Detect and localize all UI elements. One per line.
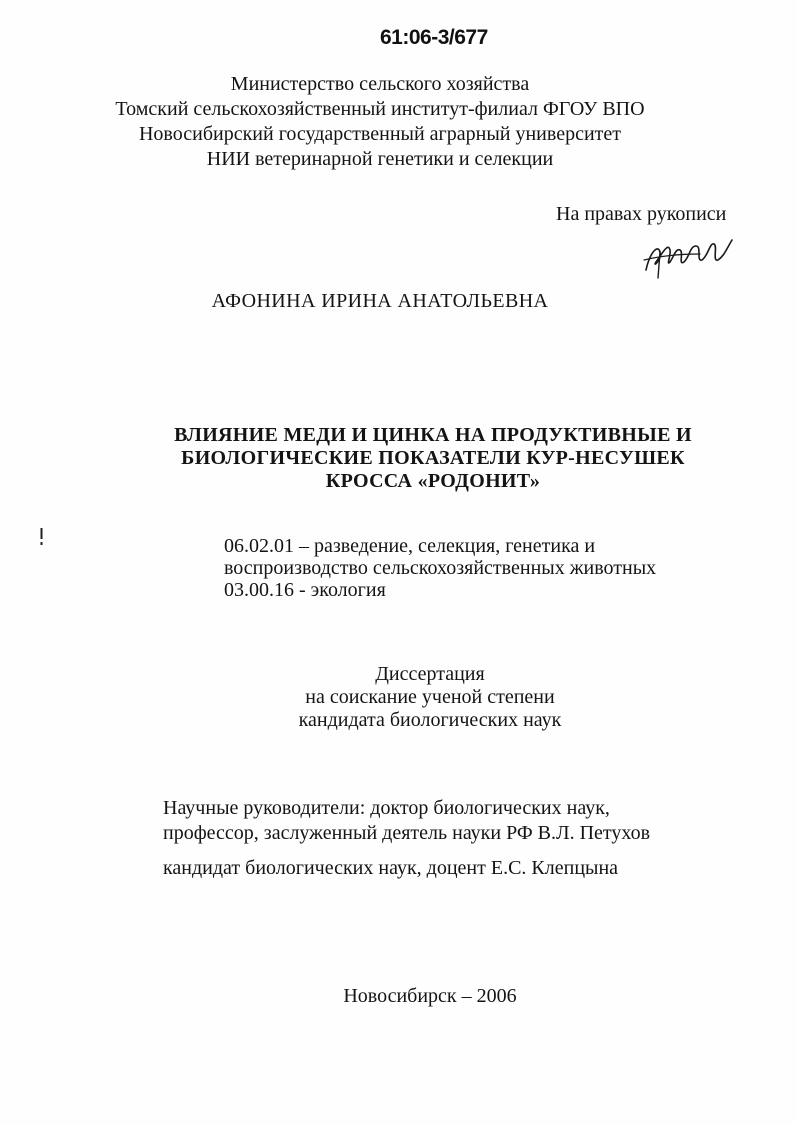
degree-line: Диссертация (375, 663, 485, 685)
institution-header (100, 72, 660, 172)
title-line: БИОЛОГИЧЕСКИЕ ПОКАЗАТЕЛИ КУР-НЕСУШЕК (181, 447, 685, 469)
rights-note: На правах рукописи (556, 203, 727, 225)
ministry-line: Министерство сельского хозяйства (230, 73, 530, 95)
archive-code: 61:06-3/677 (380, 26, 488, 49)
dissertation-title (100, 424, 766, 493)
specialty-codes (224, 535, 656, 601)
degree-line: кандидата биологических наук (298, 709, 562, 731)
supervisors-block (163, 796, 650, 881)
institute-line: Томский сельскохозяйственный институт-филиал ФГОУ ВПО (115, 98, 645, 120)
author-name: АФОНИНА ИРИНА АНАТОЛЬЕВНА (211, 290, 549, 312)
specialty-line: 06.02.01 – разведение, селекция, генетика и (224, 535, 596, 557)
specialty-line: воспроизводство сельскохозяйственных животных (224, 557, 657, 579)
supervisor-line: Научные руководители: доктор биологических наук, (163, 797, 610, 819)
specialty-line: 03.00.16 - экология (224, 579, 386, 601)
margin-mark (40, 528, 43, 546)
research-institute-line: НИИ ветеринарной генетики и селекции (206, 148, 554, 170)
title-line: КРОССА «РОДОНИТ» (325, 470, 541, 492)
degree-statement (200, 663, 660, 732)
city-year: Новосибирск – 2006 (343, 985, 517, 1007)
supervisor-line: профессор, заслуженный деятель науки РФ В.Л. Петухов (163, 822, 651, 844)
degree-line: на соискание ученой степени (305, 686, 555, 708)
title-line: ВЛИЯНИЕ МЕДИ И ЦИНКА НА ПРОДУКТИВНЫЕ И (174, 424, 692, 446)
second-supervisor: кандидат биологических наук, доцент Е.С. Клепцына (163, 857, 619, 879)
handwritten-signature (640, 232, 740, 280)
university-line: Новосибирский государственный аграрный университет (138, 123, 622, 145)
